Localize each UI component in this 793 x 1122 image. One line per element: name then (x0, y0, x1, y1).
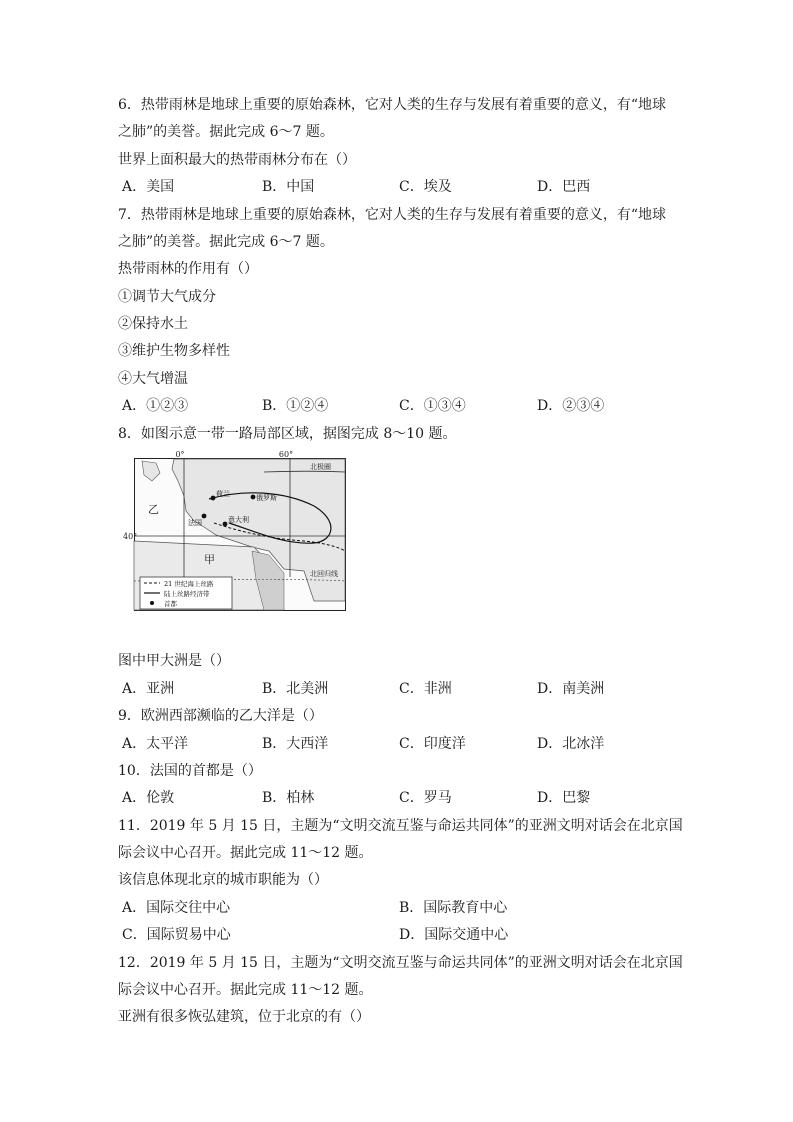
q11-options-row2 (118, 925, 678, 945)
q10-options (118, 788, 678, 808)
legend-land-label: 陆上丝路经济带 (164, 590, 210, 598)
italy-label: 意大利 (228, 516, 249, 524)
q8-option-c[interactable]: C．非洲 (399, 681, 452, 697)
q10-question: 10．法国的首都是（） (118, 763, 262, 779)
q12-stem-line1: 12．2019 年 5 月 15 日，主题为“文明交流互鉴与命运共同体”的亚洲文明对话会在北京国 (118, 955, 683, 971)
q6-question: 世界上面积最大的热带雨林分布在（） (118, 152, 356, 168)
q7-option-d[interactable]: D．②③④ (537, 398, 605, 414)
q7-option-b[interactable]: B．①②④ (262, 398, 329, 414)
q11-option-a[interactable]: A．国际交往中心 (122, 900, 231, 916)
legend-capital-dot (150, 601, 154, 605)
q9-question: 9．欧洲西部濒临的乙大洋是（） (118, 708, 323, 724)
q11-option-d[interactable]: D．国际交通中心 (399, 927, 509, 943)
q6-stem-line1: 6．热带雨林是地球上重要的原始森林，它对人类的生存与发展有着重要的意义，有“地球 (118, 97, 667, 113)
q8-option-b[interactable]: B．北美洲 (262, 681, 329, 697)
q7-option-c[interactable]: C．①③④ (399, 398, 466, 414)
q8-question: 图中甲大洲是（） (118, 653, 230, 669)
q7-question: 热带雨林的作用有（） (118, 261, 258, 277)
q11-stem-line1: 11．2019 年 5 月 15 日，主题为“文明交流互鉴与命运共同体”的亚洲文明对话会在北京国 (118, 818, 683, 834)
q8-option-d[interactable]: D．南美洲 (537, 681, 605, 697)
legend-capital-label: 首都 (164, 600, 177, 608)
q7-item-3: ③维护生物多样性 (118, 343, 230, 359)
q12-question: 亚洲有很多恢弘建筑，位于北京的有（） (118, 1009, 370, 1025)
q9-option-b[interactable]: B．大西洋 (262, 736, 329, 752)
q10-option-d[interactable]: D．巴黎 (537, 790, 591, 806)
q9-options (118, 734, 678, 754)
q7-stem-line2: 之肺”的美誉。据此完成 6～7 题。 (118, 234, 334, 250)
legend-sea-label: 21 世纪海上丝路 (164, 580, 214, 588)
q6-options (118, 177, 678, 197)
q6-option-a[interactable]: A．美国 (122, 179, 175, 195)
q6-option-b[interactable]: B．中国 (262, 179, 315, 195)
arctic-label: 北极圈 (310, 463, 331, 471)
q11-stem-line2: 际会议中心召开。据此完成 11～12 题。 (118, 845, 373, 861)
q8-option-a[interactable]: A．亚洲 (122, 681, 175, 697)
capital-italy (223, 522, 228, 527)
q11-option-c[interactable]: C．国际贸易中心 (122, 927, 231, 943)
jia-label: 甲 (204, 553, 215, 566)
q9-option-c[interactable]: C．印度洋 (399, 736, 466, 752)
capital-russia (251, 495, 256, 500)
q10-option-a[interactable]: A．伦敦 (122, 790, 175, 806)
netherlands-label: 荷兰 (216, 490, 230, 498)
q12-stem-line2: 际会议中心召开。据此完成 11～12 题。 (118, 982, 373, 998)
q8-stem: 8．如图示意一带一路局部区域，据图完成 8～10 题。 (118, 426, 457, 442)
lon60-label: 60° (278, 450, 294, 459)
q11-option-b[interactable]: B．国际教育中心 (399, 900, 508, 916)
lon0-label: 0° (175, 450, 185, 459)
lat40-label: 40° (123, 532, 138, 541)
q7-item-1: ①调节大气成分 (118, 289, 216, 305)
q6-option-c[interactable]: C．埃及 (399, 179, 452, 195)
russia-label: 俄罗斯 (256, 494, 277, 502)
france-label: 法国 (188, 519, 202, 527)
q7-option-a[interactable]: A．①②③ (122, 398, 189, 414)
q7-stem-line1: 7．热带雨林是地球上重要的原始森林，它对人类的生存与发展有着重要的意义，有“地球 (118, 207, 667, 223)
q9-option-a[interactable]: A．太平洋 (122, 736, 189, 752)
q7-item-2: ②保持水土 (118, 316, 188, 332)
q11-question: 该信息体现北京的城市职能为（） (118, 872, 328, 888)
yi-label: 乙 (148, 503, 159, 516)
tropic-label: 北回归线 (310, 570, 338, 578)
q9-option-d[interactable]: D．北冰洋 (537, 736, 605, 752)
q6-stem-line2: 之肺”的美誉。据此完成 6～7 题。 (118, 124, 334, 140)
q10-option-b[interactable]: B．柏林 (262, 790, 315, 806)
q6-option-d[interactable]: D．巴西 (537, 179, 591, 195)
q8-options (118, 679, 678, 699)
belt-road-map (123, 450, 346, 611)
q10-option-c[interactable]: C．罗马 (399, 790, 452, 806)
q11-options-row1 (118, 898, 678, 918)
q7-item-4: ④大气增温 (118, 371, 188, 387)
q7-options (118, 396, 678, 416)
capital-france (202, 514, 207, 519)
capital-netherlands (211, 496, 216, 501)
